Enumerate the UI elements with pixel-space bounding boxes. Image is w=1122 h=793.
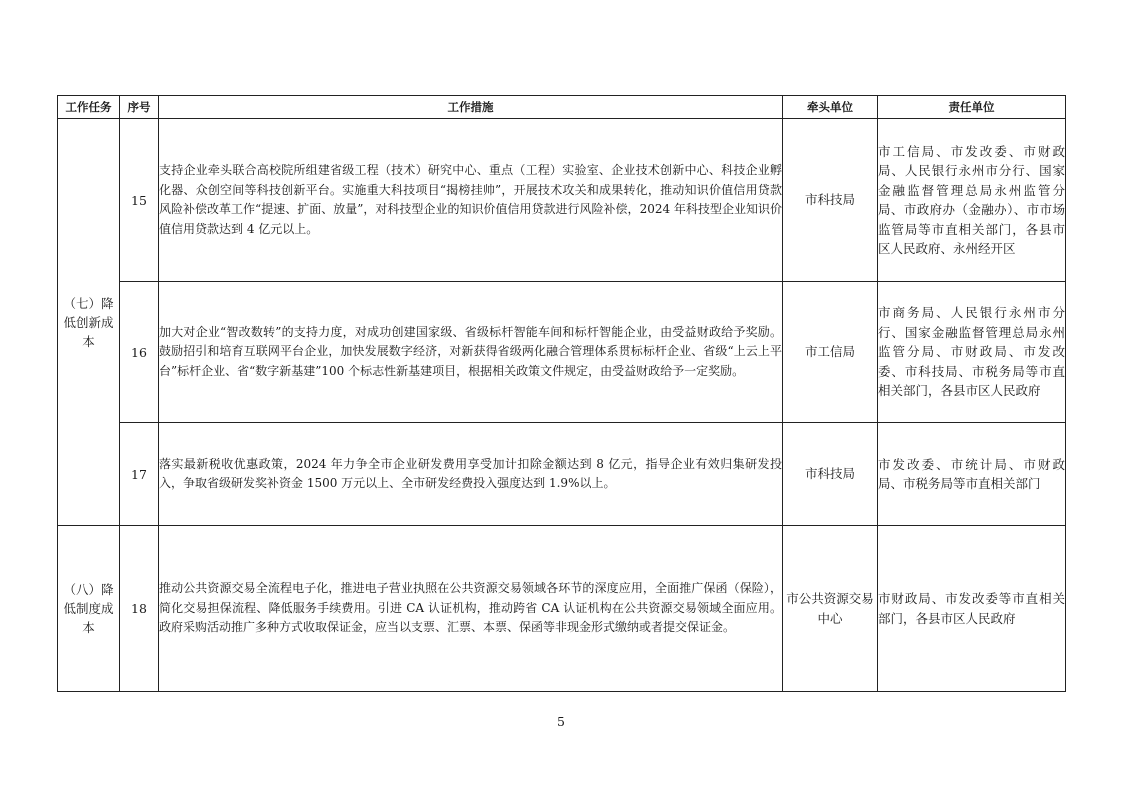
page-number: 5 [557, 714, 565, 729]
header-seq: 序号 [120, 96, 159, 119]
responsible-unit-cell: 市财政局、市发改委等市直相关部门，各县市区人民政府 [878, 526, 1066, 692]
measure-cell: 落实最新税收优惠政策，2024 年力争全市企业研发费用享受加计扣除金额达到 8 亿元，指导企业有效归集研发投入，争取省级研发奖补资金 1500 万元以上、全市研发经费投入强度达到 1.9%以上。 [159, 423, 783, 526]
header-measure: 工作措施 [159, 96, 783, 119]
task-cell: （八）降低制度成本 [58, 526, 120, 692]
seq-cell: 16 [120, 282, 159, 423]
header-resp: 责任单位 [878, 96, 1066, 119]
responsible-unit-cell: 市工信局、市发改委、市财政局、人民银行永州市分行、国家金融监督管理总局永州监管分局、市政府办（金融办）、市市场监管局等市直相关部门，各县市区人民政府、永州经开区 [878, 119, 1066, 282]
table-row [58, 119, 1066, 282]
table-header-row [58, 96, 1066, 119]
header-lead: 牵头单位 [783, 96, 878, 119]
measure-cell: 推动公共资源交易全流程电子化，推进电子营业执照在公共资源交易领域各环节的深度应用，全面推广保函（保险），简化交易担保流程、降低服务手续费用。引进 CA 认证机构，推动跨省 CA 认证机构在公共资源交易领域全面应用。政府采购活动推广多种方式收取保证金，应当以支票、汇票、本票、保函等非现金形式缴纳或者提交保证金。 [159, 526, 783, 692]
seq-cell: 18 [120, 526, 159, 692]
lead-unit-cell: 市科技局 [783, 423, 878, 526]
seq-cell: 17 [120, 423, 159, 526]
measure-cell: 支持企业牵头联合高校院所组建省级工程（技术）研究中心、重点（工程）实验室、企业技术创新中心、科技企业孵化器、众创空间等科技创新平台。实施重大科技项目“揭榜挂帅”，开展技术攻关和成果转化，推动知识价值信用贷款风险补偿改革工作“提速、扩面、放量”，对科技型企业的知识价值信用贷款进行风险补偿，2024 年科技型企业知识价值信用贷款达到 4 亿元以上。 [159, 119, 783, 282]
lead-unit-cell: 市科技局 [783, 119, 878, 282]
measure-cell: 加大对企业“智改数转”的支持力度，对成功创建国家级、省级标杆智能车间和标杆智能企业，由受益财政给予奖励。鼓励招引和培育互联网平台企业，加快发展数字经济，对新获得省级两化融合管理体系贯标标杆企业、省级“上云上平台”标杆企业、省“数字新基建”100 个标志性新基建项目，根据相关政策文件规定，由受益财政给予一定奖励。 [159, 282, 783, 423]
responsible-unit-cell: 市商务局、人民银行永州市分行、国家金融监督管理总局永州监管分局、市财政局、市发改委、市科技局、市税务局等市直相关部门，各县市区人民政府 [878, 282, 1066, 423]
responsible-unit-cell: 市发改委、市统计局、市财政局、市税务局等市直相关部门 [878, 423, 1066, 526]
seq-cell: 15 [120, 119, 159, 282]
lead-unit-cell: 市工信局 [783, 282, 878, 423]
table-row [58, 282, 1066, 423]
measures-table [57, 95, 1066, 692]
header-task: 工作任务 [58, 96, 120, 119]
task-cell: （七）降低创新成本 [58, 119, 120, 526]
table-row [58, 526, 1066, 692]
table-row [58, 423, 1066, 526]
lead-unit-cell: 市公共资源交易中心 [783, 526, 878, 692]
